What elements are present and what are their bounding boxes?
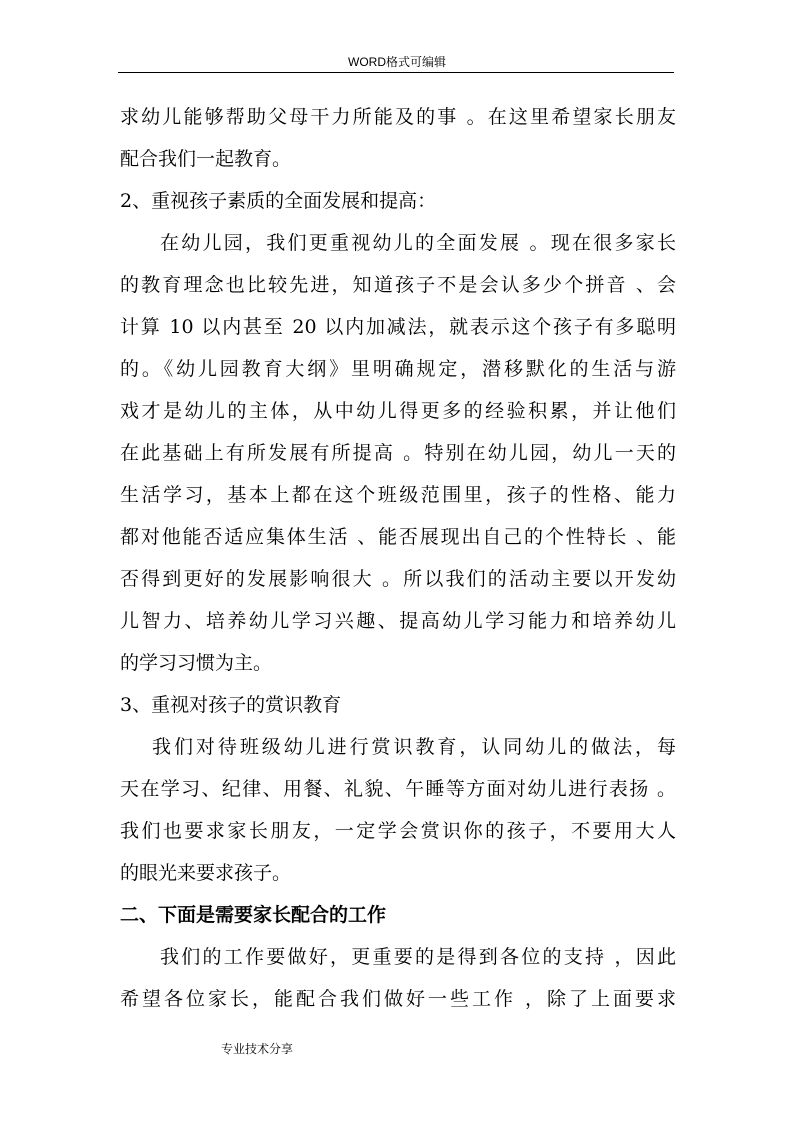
body-line: 求幼儿能够帮助父母干力所能及的事 。在这里希望家长朋友 (120, 106, 676, 128)
section-heading-2: 2、重视孩子素质的全面发展和提高： (120, 190, 437, 212)
page-header: WORD格式可编辑 (348, 55, 446, 69)
body-line: 的学习习惯为主。 (120, 652, 273, 674)
body-line: 我们的工作要做好，更重要的是得到各位的支持 ，因此 (160, 946, 676, 968)
body-line: 希望各位家长，能配合我们做好一些工作 ，除了上面要求 (120, 988, 676, 1010)
section-heading-3: 3、重视对孩子的赏识教育 (120, 694, 342, 716)
section-heading-two: 二、下面是需要家长配合的工作 (120, 904, 387, 926)
body-line: 否得到更好的发展影响很大 。所以我们的活动主要以开发幼 (120, 568, 676, 590)
body-line: 的教育理念也比较先进，知道孩子不是会认多少个拼音 、会 (120, 274, 676, 296)
body-line: 天在学习、纪律、用餐、礼貌、午睡等方面对幼儿进行表扬 。 (120, 778, 676, 800)
body-line: 配合我们一起教育。 (120, 148, 292, 170)
body-line: 我们对待班级幼儿进行赏识教育，认同幼儿的做法，每 (152, 736, 676, 758)
body-line: 的眼光来要求孩子。 (120, 862, 292, 884)
body-line: 在此基础上有所发展有所提高 。特别在幼儿园，幼儿一天的 (120, 442, 676, 464)
body-line: 计算 10 以内甚至 20 以内加减法，就表示这个孩子有多聪明 (120, 316, 676, 338)
body-line: 我们也要求家长朋友，一定学会赏识你的孩子，不要用大人 (120, 820, 676, 842)
body-line: 的。《幼儿园教育大纲》里明确规定，潜移默化的生活与游 (120, 358, 676, 380)
body-line: 儿智力、培养幼儿学习兴趣、提高幼儿学习能力和培养幼儿 (120, 610, 676, 632)
body-line: 生活学习，基本上都在这个班级范围里，孩子的性格、能力 (120, 484, 676, 506)
page-footer: 专业技术分享 (221, 1042, 294, 1056)
body-line: 都对他能否适应集体生活 、能否展现出自己的个性特长 、能 (120, 526, 676, 548)
body-line: 在幼儿园，我们更重视幼儿的全面发展 。现在很多家长 (160, 232, 676, 254)
body-line: 戏才是幼儿的主体，从中幼儿得更多的经验积累，并让他们 (120, 400, 676, 422)
header-divider (118, 72, 674, 73)
